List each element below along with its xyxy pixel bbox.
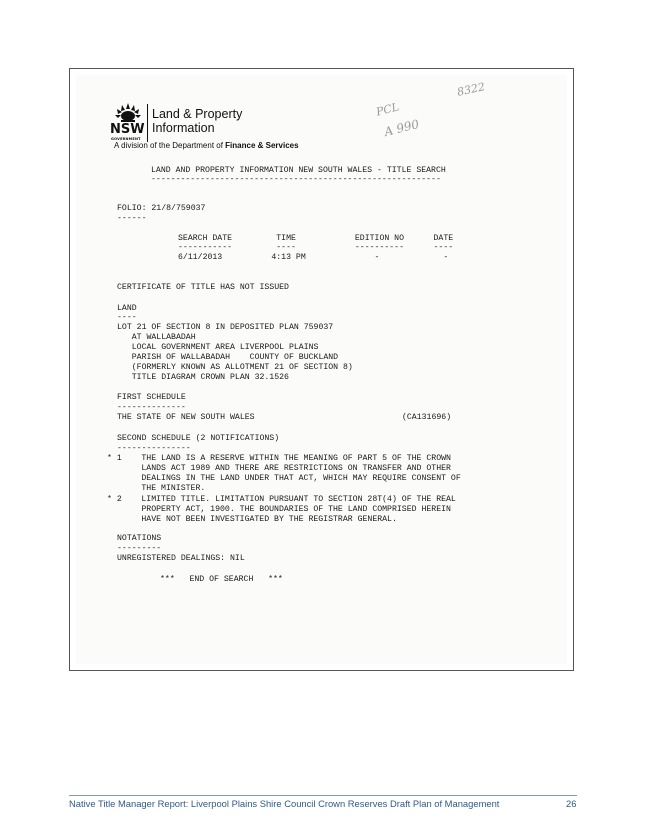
folio-line: FOLIO: 21/8/759037	[117, 204, 206, 213]
division-prefix: A division of the Department of	[114, 141, 226, 150]
handwritten-number: 8322	[455, 80, 487, 99]
first-schedule-rule: --------------	[117, 403, 186, 412]
search-table-header: SEARCH DATE TIME EDITION NO DATE	[178, 234, 454, 243]
search-heading: LAND AND PROPERTY INFORMATION NEW SOUTH WALES - TITLE SEARCH	[151, 166, 446, 175]
notification-1: * 1 THE LAND IS A RESERVE WITHIN THE MEANING OF PART 5 OF THE CROWN LANDS ACT 1989 AND THERE ARE RESTRICTIONS ON TRANSFER AND OTHER DEALINGS IN THE LAND UNDER THAT ACT, WHICH MAY REQUIRE CONSENT OF THE MINISTER.	[107, 454, 461, 494]
search-heading-rule: -----------------------------------------------------------	[151, 175, 441, 184]
end-of-search: *** END OF SEARCH ***	[160, 575, 283, 584]
division-line	[114, 141, 299, 150]
agency-name-line-2: Information	[152, 121, 215, 135]
footer-rule	[69, 795, 577, 796]
nsw-wordmark: NSW	[110, 122, 145, 137]
handwritten-reference: A 990	[382, 116, 421, 140]
handwritten-pcl: PCL	[374, 100, 401, 119]
certificate-line: CERTIFICATE OF TITLE HAS NOT ISSUED	[117, 283, 289, 292]
notations-label: NOTATIONS	[117, 534, 162, 543]
first-schedule-label: FIRST SCHEDULE	[117, 393, 186, 402]
scanned-document	[76, 75, 567, 664]
second-schedule-rule: ---------------	[117, 444, 191, 453]
search-table-rule: ----------- ---- ---------- ----	[178, 243, 454, 252]
search-table-row: 6/11/2013 4:13 PM - -	[178, 253, 449, 262]
division-department: Finance & Services	[225, 141, 299, 150]
agency-name-line-1: Land & Property	[152, 107, 243, 121]
agency-name	[152, 107, 242, 135]
folio-rule: ------	[117, 214, 147, 223]
scanned-title-search-frame	[69, 68, 574, 671]
land-rule: ----	[117, 313, 137, 322]
notification-2: * 2 LIMITED TITLE. LIMITATION PURSUANT TO SECTION 28T(4) OF THE REAL PROPERTY ACT, 1900. THE BOUNDARIES OF THE LAND COMPRISED HEREIN HAVE NOT BEEN INVESTIGATED BY THE REGISTRAR GENERAL.	[107, 495, 456, 525]
land-description: LOT 21 OF SECTION 8 IN DEPOSITED PLAN 759037 AT WALLABADAH LOCAL GOVERNMENT AREA LIVERPOOL PLAINS PARISH OF WALLABADAH COUNTY OF BUCKLAND (FORMERLY KNOWN AS ALLOTMENT 21 OF SECTION 8) TITLE DIAGRAM CROWN PLAN 32.1526	[117, 323, 353, 383]
page-number: 26	[566, 798, 577, 809]
nsw-government-label: GOVERNMENT	[111, 137, 141, 141]
unregistered-dealings: UNREGISTERED DEALINGS: NIL	[117, 554, 245, 563]
footer-report-title: Native Title Manager Report: Liverpool Plains Shire Council Crown Reserves Draft Plan of Management	[69, 798, 500, 809]
notations-rule: ---------	[117, 544, 162, 553]
second-schedule-label: SECOND SCHEDULE (2 NOTIFICATIONS)	[117, 434, 280, 443]
first-schedule-entry: THE STATE OF NEW SOUTH WALES (CA131696)	[117, 413, 452, 422]
logo-divider	[147, 104, 148, 142]
land-label: LAND	[117, 304, 137, 313]
